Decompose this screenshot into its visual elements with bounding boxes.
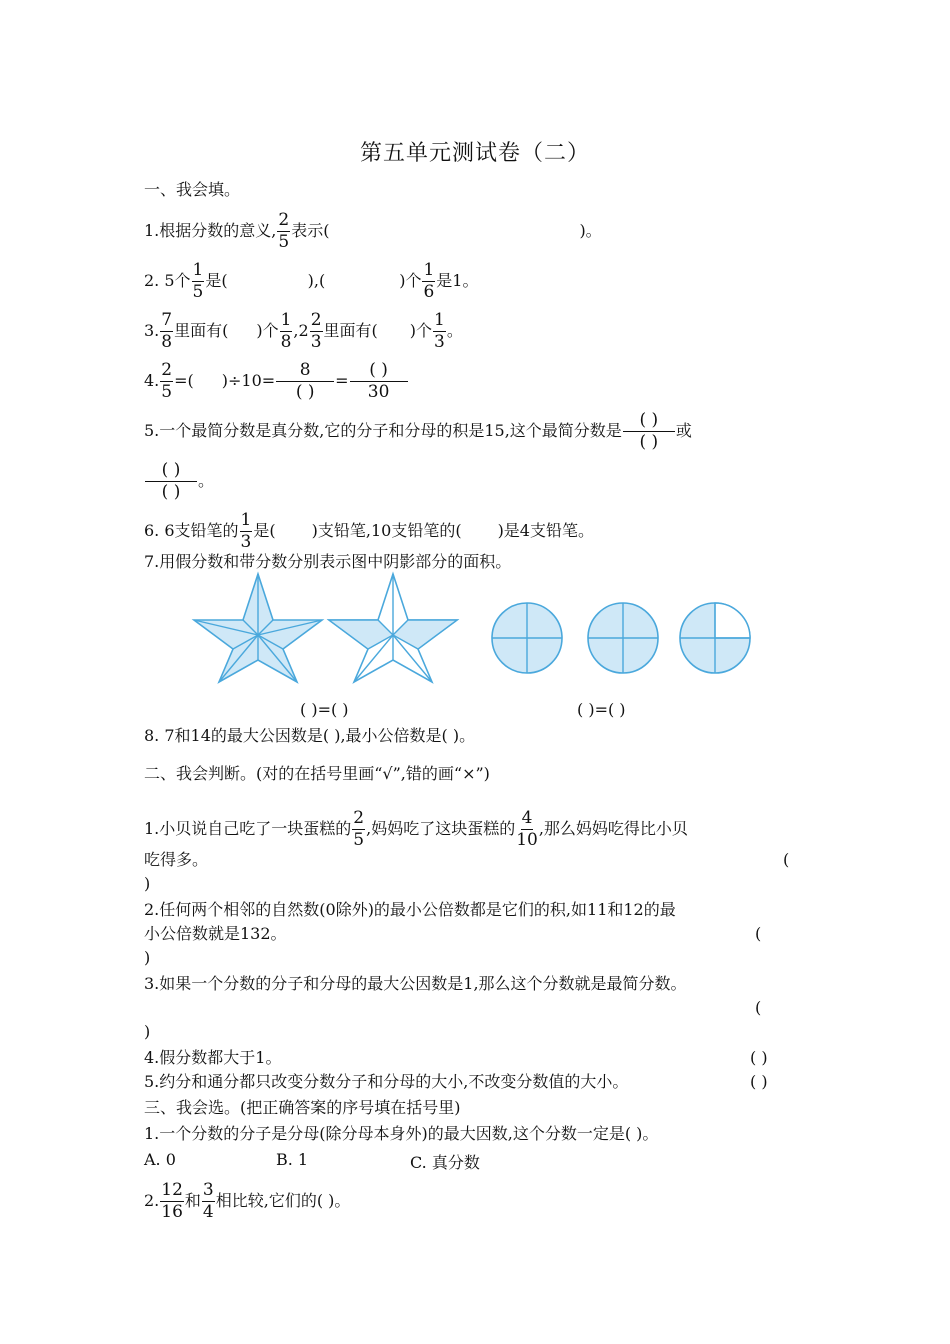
fraction: $\frac{1}{8}$ [280, 310, 292, 352]
fraction: $\frac{2}{5}$ [353, 808, 365, 850]
question-3-2: 2. $\frac{12}{16}$ 和 $\frac{3}{4}$ 相比较,它们的( )。 [144, 1180, 351, 1222]
question-2-2: 2.任何两个相邻的自然数(0除外)的最小公倍数都是它们的积,如11和12的最 [144, 900, 676, 919]
q7-answer-stars: ( )=( ) [300, 700, 349, 719]
question-2-5: 5.约分和通分都只改变分数分子和分母的大小,不改变分数值的大小。 [144, 1072, 629, 1091]
fraction: $\frac{( )}{30}$ [350, 362, 408, 401]
fraction: $\frac{2}{5}$ [278, 210, 290, 252]
question-1-5: 5.一个最简分数是真分数,它的分子和分母的积是15,这个最简分数是 $\frac{( )}{( )}$ 或 [144, 410, 692, 452]
fraction: $\frac{2}{3}$ [310, 310, 322, 352]
circle-full-shaded-icon [588, 603, 658, 673]
question-1-1: 1.根据分数的意义, $\frac{2}{5}$ 表示( )。 [144, 210, 602, 252]
question-1-5-cont: $\frac{( )}{( )}$ 。 [144, 462, 214, 501]
star-full-shaded-icon [194, 574, 322, 682]
fraction: $\frac{8}{( )}$ [276, 362, 334, 401]
fraction-blank: $\frac{( )}{( )}$ [145, 462, 197, 501]
circle-three-quarter-shaded-icon [680, 603, 750, 673]
fraction: $\frac{12}{16}$ [161, 1180, 183, 1222]
section1-heading: 一、我会填。 [144, 180, 241, 199]
question-1-2: 2. 5个 $\frac{1}{5}$ 是( ),( )个 $\frac{1}{6}$ 是1。 [144, 260, 479, 302]
section3-heading: 三、我会选。(把正确答案的序号填在括号里) [144, 1098, 461, 1117]
page-title: 第五单元测试卷（二） [359, 141, 590, 166]
question-1-4: 4. $\frac{2}{5}$ =( )÷10= $\frac{8}{( )}$ = $\frac{( )}{30}$ [144, 362, 409, 401]
question-1-7: 7.用假分数和带分数分别表示图中阴影部分的面积。 [144, 552, 512, 571]
question-2-1-cont: 吃得多。 [144, 850, 209, 869]
option-b[interactable]: B. 1 [276, 1150, 309, 1169]
answer-bracket[interactable]: ( ) [750, 1072, 768, 1091]
question-1-3: 3. $\frac{7}{8}$ 里面有( )个 $\frac{1}{8}$ ,2 $\frac{2}{3}$ 里面有( )个 $\frac{1}{3}$ 。 [144, 310, 463, 352]
question-3-1: 1.一个分数的分子是分母(除分母本身外)的最大因数,这个分数一定是( )。 [144, 1124, 659, 1143]
answer-bracket-open[interactable]: ( [783, 850, 790, 869]
q7-answer-circles: ( )=( ) [577, 700, 626, 719]
question-2-2-cont: 小公倍数就是132。 [144, 924, 287, 943]
answer-bracket[interactable]: ( ) [750, 1048, 768, 1067]
question-1-8: 8. 7和14的最大公因数是( ),最小公倍数是( )。 [144, 726, 476, 745]
answer-bracket-close: ) [144, 1022, 151, 1041]
fraction: $\frac{7}{8}$ [161, 310, 173, 352]
star-partial-shaded-icon [329, 574, 457, 682]
fraction: $\frac{1}{3}$ [240, 510, 252, 552]
answer-bracket-open[interactable]: ( [755, 924, 762, 943]
fraction: $\frac{3}{4}$ [202, 1180, 214, 1222]
option-a[interactable]: A. 0 [144, 1150, 176, 1169]
section2-heading: 二、我会判断。(对的在括号里画“√”,错的画“×”) [144, 764, 490, 783]
fraction: $\frac{2}{5}$ [161, 360, 173, 402]
fraction: $\frac{1}{3}$ [434, 310, 445, 352]
question-2-3: 3.如果一个分数的分子和分母的最大公因数是1,那么这个分数就是最简分数。 [144, 974, 687, 993]
question-2-4: 4.假分数都大于1。 [144, 1048, 282, 1067]
fraction: $\frac{4}{10}$ [516, 808, 538, 850]
fraction: $\frac{1}{5}$ [192, 260, 204, 302]
question-1-6: 6. 6支铅笔的 $\frac{1}{3}$ 是( )支铅笔,10支铅笔的( )是4支铅笔。 [144, 510, 594, 552]
answer-bracket-open[interactable]: ( [755, 998, 762, 1017]
question-2-1: 1.小贝说自己吃了一块蛋糕的 $\frac{2}{5}$ ,妈妈吃了这块蛋糕的 $\frac{4}{10}$ ,那么妈妈吃得比小贝 [144, 808, 688, 850]
circle-full-shaded-icon [492, 603, 562, 673]
fraction: $\frac{1}{6}$ [423, 260, 435, 302]
option-c[interactable]: C. 真分数 [410, 1153, 480, 1172]
answer-bracket-close: ) [144, 948, 151, 967]
fraction-blank: $\frac{( )}{( )}$ [623, 412, 675, 451]
answer-bracket-close: ) [144, 874, 151, 893]
shaded-figures [190, 570, 770, 688]
